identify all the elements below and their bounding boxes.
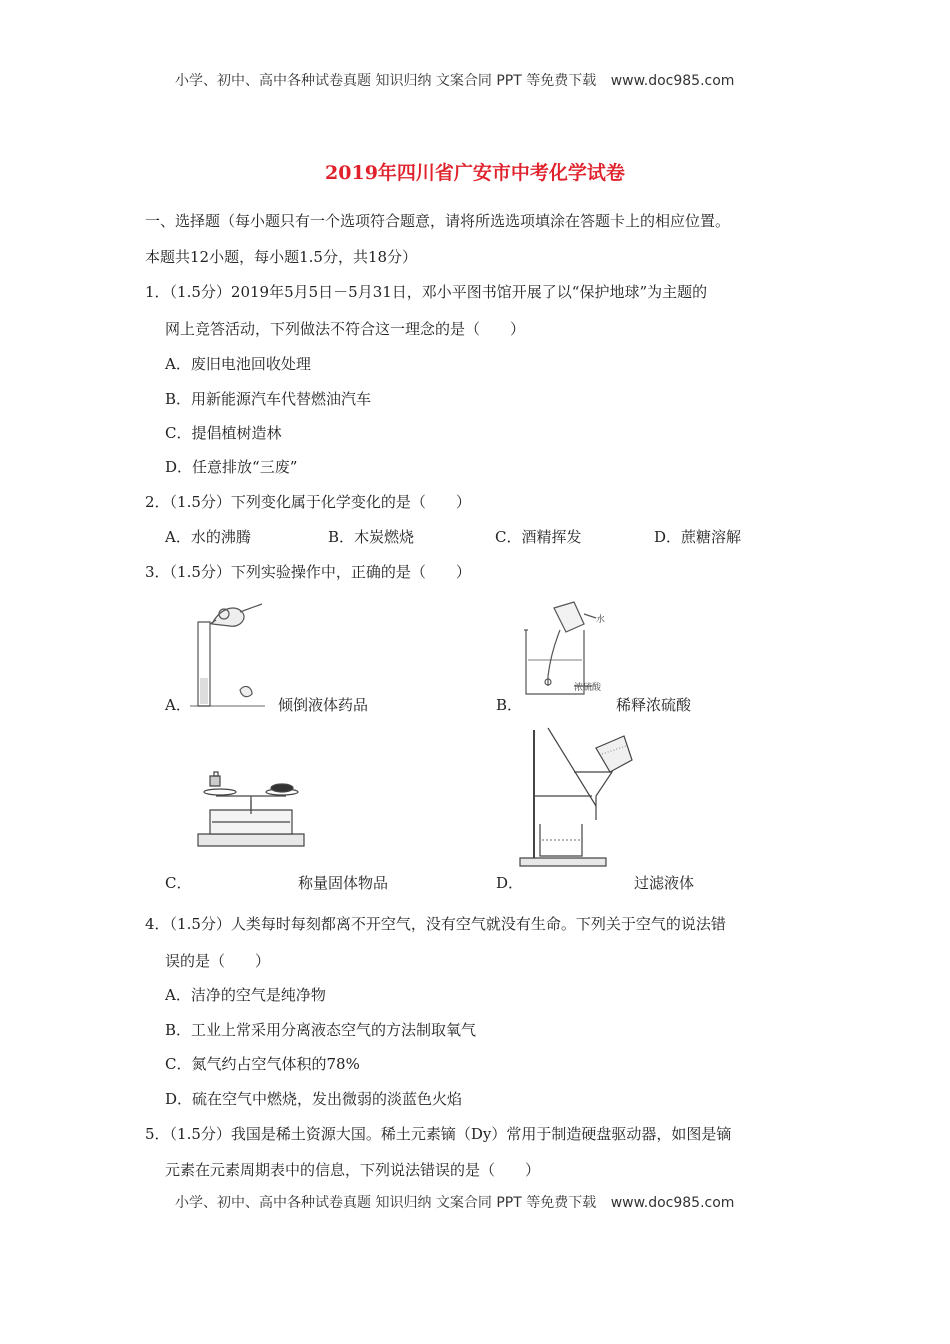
q1-option-b: B．用新能源汽车代替燃油汽车 — [165, 390, 372, 408]
q5-stem-line2: 元素在元素周期表中的信息，下列说法错误的是（ ） — [165, 1161, 541, 1179]
figure-balance — [196, 770, 306, 850]
q2-option-d: D．蔗糖溶解 — [654, 528, 742, 546]
header-url: www.doc985.com — [610, 73, 735, 89]
footer-url: www.doc985.com — [610, 1195, 735, 1211]
footer-text: 小学、初中、高中各种试卷真题 知识归纳 文案合同 PPT 等免费下载 — [175, 1195, 597, 1211]
q5-stem-line1: 5．（1.5分）我国是稀土资源大国。稀土元素镝（Dy）常用于制造硬盘驱动器，如图是镝 — [145, 1125, 732, 1143]
q4-option-d: D．硫在空气中燃烧，发出微弱的淡蓝色火焰 — [165, 1090, 463, 1108]
q3-option-d-letter: D． — [496, 874, 524, 892]
figure-filtration — [516, 724, 636, 870]
header-text: 小学、初中、高中各种试卷真题 知识归纳 文案合同 PPT 等免费下载 — [175, 73, 597, 89]
q2-option-c: C．酒精挥发 — [495, 528, 582, 546]
q4-option-a: A．洁净的空气是纯净物 — [165, 986, 326, 1004]
q3-option-c-caption: 称量固体物品 — [298, 874, 389, 892]
q1-option-a: A．废旧电池回收处理 — [165, 355, 311, 373]
section-heading-line2: 本题共12小题，每小题1.5分，共18分） — [145, 248, 418, 266]
q1-stem-line1: 1．（1.5分）2019年5月5日－5月31日，邓小平图书馆开展了以“保护地球”为主题的 — [145, 283, 708, 301]
q3-stem: 3．（1.5分）下列实验操作中，正确的是（ ） — [145, 563, 471, 581]
q4-stem-line2: 误的是（ ） — [165, 952, 271, 970]
q2-stem: 2．（1.5分）下列变化属于化学变化的是（ ） — [145, 493, 471, 511]
q1-option-c: C．提倡植树造林 — [165, 424, 282, 442]
figure-b-label-acid: 浓硫酸 — [574, 683, 602, 693]
q4-option-c: C．氮气约占空气体积的78% — [165, 1055, 360, 1073]
q3-option-a-letter: A． — [165, 696, 191, 714]
page-header — [175, 70, 734, 90]
section-heading-line1: 一、选择题（每小题只有一个选项符合题意，请将所选选项填涂在答题卡上的相应位置。 — [145, 212, 731, 230]
q3-option-c-letter: C． — [165, 874, 192, 892]
q2-option-b: B．木炭燃烧 — [328, 528, 415, 546]
figure-b-label-water: 水 — [596, 615, 606, 625]
figure-pouring-liquid — [190, 598, 270, 710]
q3-option-a-caption: 倾倒液体药品 — [278, 696, 369, 714]
page-footer — [175, 1192, 734, 1212]
q3-option-b-letter: B． — [496, 696, 523, 714]
q3-option-b-caption: 稀释浓硫酸 — [616, 696, 692, 714]
q4-option-b: B．工业上常采用分离液态空气的方法制取氧气 — [165, 1021, 477, 1039]
q2-option-a: A．水的沸腾 — [165, 528, 251, 546]
q4-stem-line1: 4．（1.5分）人类每时每刻都离不开空气，没有空气就没有生命。下列关于空气的说法错 — [145, 915, 726, 933]
q3-option-d-caption: 过滤液体 — [634, 874, 695, 892]
q1-option-d: D．任意排放“三废” — [165, 458, 298, 476]
page-title: 2019年四川省广安市中考化学试卷 — [325, 162, 625, 184]
q1-stem-line2: 网上竞答活动，下列做法不符合这一理念的是（ ） — [165, 320, 526, 338]
